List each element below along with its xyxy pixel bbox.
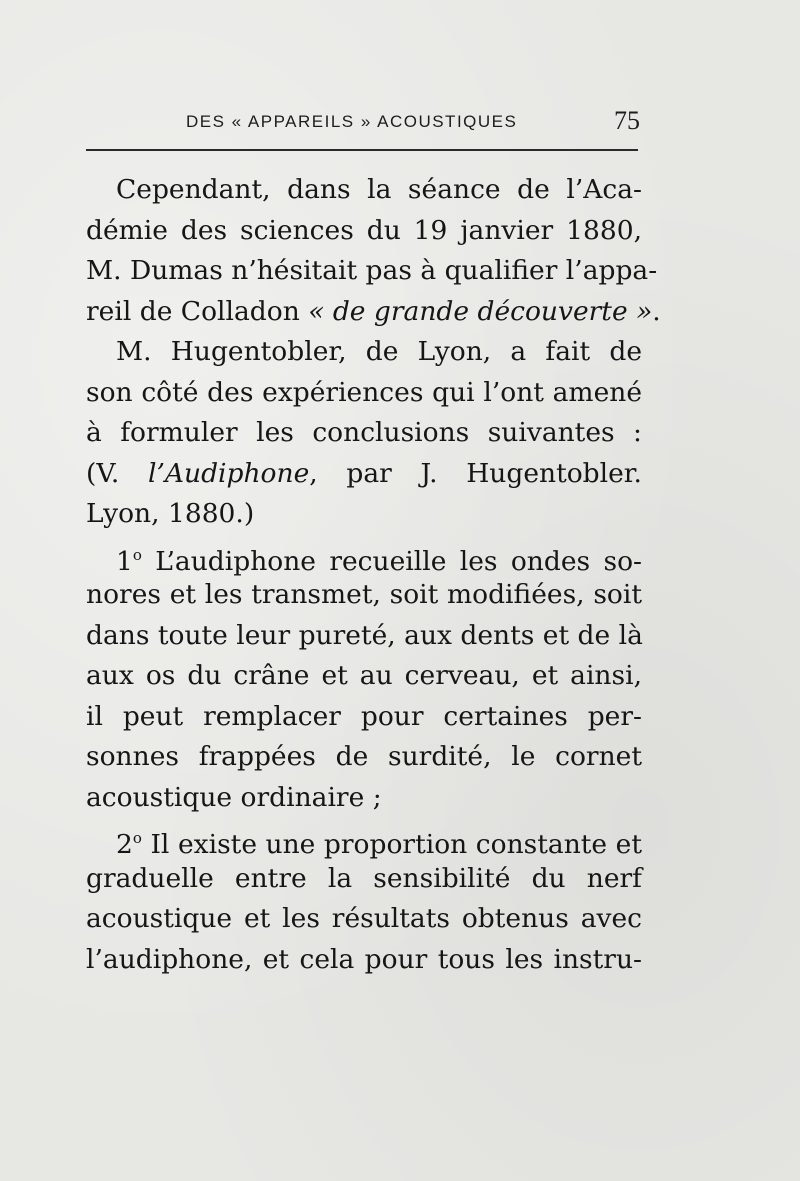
header-rule — [86, 149, 638, 151]
text-line: aux os du crâne et au cerveau, et ainsi, — [86, 660, 642, 691]
body-text — [86, 170, 661, 980]
text-line: l’audiphone, et cela pour tous les instru- — [86, 943, 642, 975]
text-line: 2$^o$ Il existe une proportion constante et — [116, 829, 642, 860]
text-line: son côté des expériences qui l’ont amené — [86, 376, 642, 408]
text-line: Lyon, 1880.) — [86, 498, 255, 529]
text-line: il peut remplacer pour certaines per- — [86, 700, 642, 732]
book-title: l’Audiphone — [147, 457, 310, 489]
text-line: acoustique ordinaire ; — [86, 781, 382, 813]
text-line: à formuler les conclusions suivantes : — [86, 417, 642, 448]
text-line: Cependant, dans la séance de l’Aca- — [116, 174, 642, 205]
text-line: reil de Colladon « de grande découverte ». — [86, 295, 661, 327]
text-line: M. Dumas n’hésitait pas à qualifier l’appa- — [86, 255, 658, 286]
text-line: dans toute leur pureté, aux dents et de là — [86, 619, 643, 651]
text-line: graduelle entre la sensibilité du nerf — [86, 862, 642, 894]
text-line: démie des sciences du 19 janvier 1880, — [86, 214, 642, 246]
text-line: sonnes frappées de surdité, le cornet — [86, 741, 642, 772]
text-line: acoustique et les résultats obtenus avec — [86, 903, 642, 934]
text-line: (V. l’Audiphone, par J. Hugentobler. — [86, 457, 642, 489]
quoted-phrase: « de grande découverte » — [308, 295, 653, 327]
text-line: nores et les transmet, soit modifiées, soit — [86, 579, 642, 610]
page-number: 75 — [614, 106, 640, 135]
running-title: DES « APPAREILS » ACOUSTIQUES — [186, 112, 518, 131]
text-line: 1$^o$ L’audiphone recueille les ondes so- — [116, 545, 642, 577]
text-line: M. Hugentobler, de Lyon, a fait de — [116, 336, 642, 367]
